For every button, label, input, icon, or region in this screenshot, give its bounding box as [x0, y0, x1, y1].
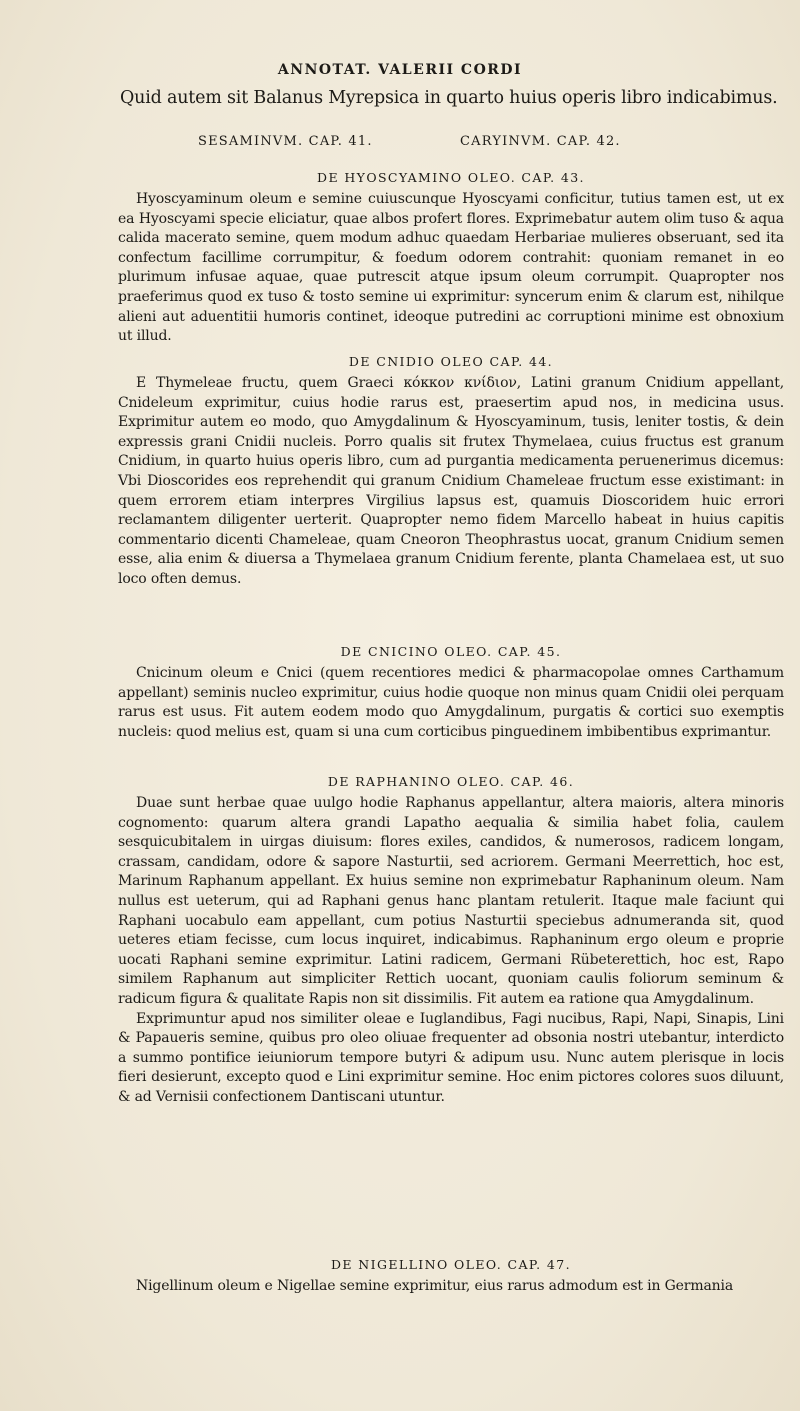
section-cnicino — [118, 640, 784, 742]
section-nigellino — [118, 1253, 784, 1297]
section-paragraph: Exprimuntur apud nos similiter oleae e Iuglandibus, Fagi nucibus, Rapi, Napi, Sinapis, Lini & Papaueris semine, quibus pro oleo oliuae frequenter ad obsonia nostri utebantur, interdicto a summo pontifice ieiuniorum tempore butyri & adipum usu. Nunc autem plerisque in locis fieri desierunt, excepto quod e Lini exprimitur semine. Hoc enim pictores colores suos diluunt, & ad Vernisii confectionem Dantiscani utuntur. — [118, 1010, 784, 1105]
section-hyoscyamino — [118, 166, 784, 347]
chapter-heading-41: SESAMINVM. CAP. 41. — [198, 134, 373, 149]
intro-line: Quid autem sit Balanus Myrepsica in quarto huius operis libro indicabimus. — [120, 88, 778, 108]
section-paragraph: Nigellinum oleum e Nigellae semine exprimitur, eius rarus admodum est in Germania — [136, 1278, 734, 1294]
section-heading: DE NIGELLINO OLEO. CAP. 47. — [330, 1257, 572, 1272]
chapter-heading-42: CARYINVM. CAP. 42. — [460, 134, 621, 149]
section-heading: DE HYOSCYAMINO OLEO. CAP. 43. — [317, 170, 585, 185]
running-head: ANNOTAT. VALERII CORDI — [277, 62, 523, 78]
section-paragraph: Duae sunt herbae quae uulgo hodie Raphanus appellantur, altera maioris, altera minoris cognomento: quarum altera grandi Lapatho aequalia & similia habet folia, caulem sesquicubitalem in uirgas diuisum: flores exiles, candidos, & numerosos, radicem longam, crassam, candidam, odore & sapore Nasturtii, sed acriorem. Germani Meerrettich, hoc est, Marinum Raphanum appellant. Ex huius semine non exprimebatur Raphaninum oleum. Nam nullus est ueterum, qui ad Raphani genus hanc plantam retulerit. Itaque male faciunt qui Raphani uocabulo eam appellant, cum potius Nasturtii speciebus adnumeranda sit, quod ueteres etiam fecisse, cum locus inquiret, indicabimus. Raphaninum ergo oleum e proprie uocati Raphani semine exprimitur. Latini radicem, Germani Rübeterettich, hoc est, Rapo similem Raphanum aut simpliciter Rettich uocant, quoniam caulis foliorum seminum & radicum figura & qualitate Rapis non sit dissimilis. Fit autem ea ratione qua Amygdalinum. — [118, 795, 784, 1007]
section-paragraph: E Thymeleae fructu, quem Graeci κόκκον κνίδιον, Latini granum Cnidium appellant, Cnideleum exprimitur, cuius hodie rarus est, praesertim apud nos, in medicina usus. Exprimitur autem eo modo, quo Amygdalinum & Hyoscyaminum, tusis, leniter tostis, & dein expressis grani Cnidii nucleis. Porro qualis sit frutex Thymelaea, cuius fructus est granum Cnidium, in quarto huius operis libro, cum ad purgantia medicamenta peruenerimus dicemus: Vbi Dioscorides eos reprehendit qui granum Cnidium Chameleae fructum esse existimant: in quem errorem etiam interpres Virgilius lapsus est, quamuis Dioscoridem huic errori reclamantem diligenter uerterit. Quapropter nemo fidem Marcello habeat in huius capitis commentario dicenti Chameleae, quam Cneoron Theophrastus uocat, granum Cnidium semen esse, alia enim & diuersa a Thymelaea granum Cnidium ferente, planta Chamelaea est, ut suo loco often demus. — [118, 375, 784, 587]
section-raphanino — [118, 770, 784, 1108]
section-cnidio — [118, 350, 784, 590]
section-heading: DE CNICINO OLEO. CAP. 45. — [340, 644, 562, 659]
section-paragraph: Hyoscyaminum oleum e semine cuiuscunque Hyoscyami conficitur, tutius tamen est, ut ex ea Hyoscyami specie eliciatur, quae albos profert flores. Exprimebatur autem olim tuso & aqua calida macerato semine, quem modum adhuc quaedam Herbariae mulieres obseruant, sed ita confectum facillime corrumpitur, & foedum odorem contrahit: quoniam remanet in eo plurimum infusae aquae, quae putrescit atque ipsum oleum corrumpit. Quapropter nos praeferimus quod ex tuso & tosto semine ui exprimitur: syncerum enim & clarum est, nihilque alieni aut aduentitii humoris continet, ideoque putredini ac corruptioni minime est obnoxium ut illud. — [118, 191, 784, 345]
section-paragraph: Cnicinum oleum e Cnici (quem recentiores medici & pharmacopolae omnes Carthamum appellant) seminis nucleo exprimitur, cuius hodie quoque non minus quam Cnidii olei perquam rarus est usus. Fit autem eodem modo quo Amygdalinum, purgatis & cortici suo exemptis nucleis: quod melius est, quam si una cum corticibus pinguedinem imbibentibus exprimantur. — [118, 665, 784, 740]
section-heading: DE CNIDIO OLEO CAP. 44. — [348, 354, 554, 369]
section-heading: DE RAPHANINO OLEO. CAP. 46. — [327, 774, 575, 789]
